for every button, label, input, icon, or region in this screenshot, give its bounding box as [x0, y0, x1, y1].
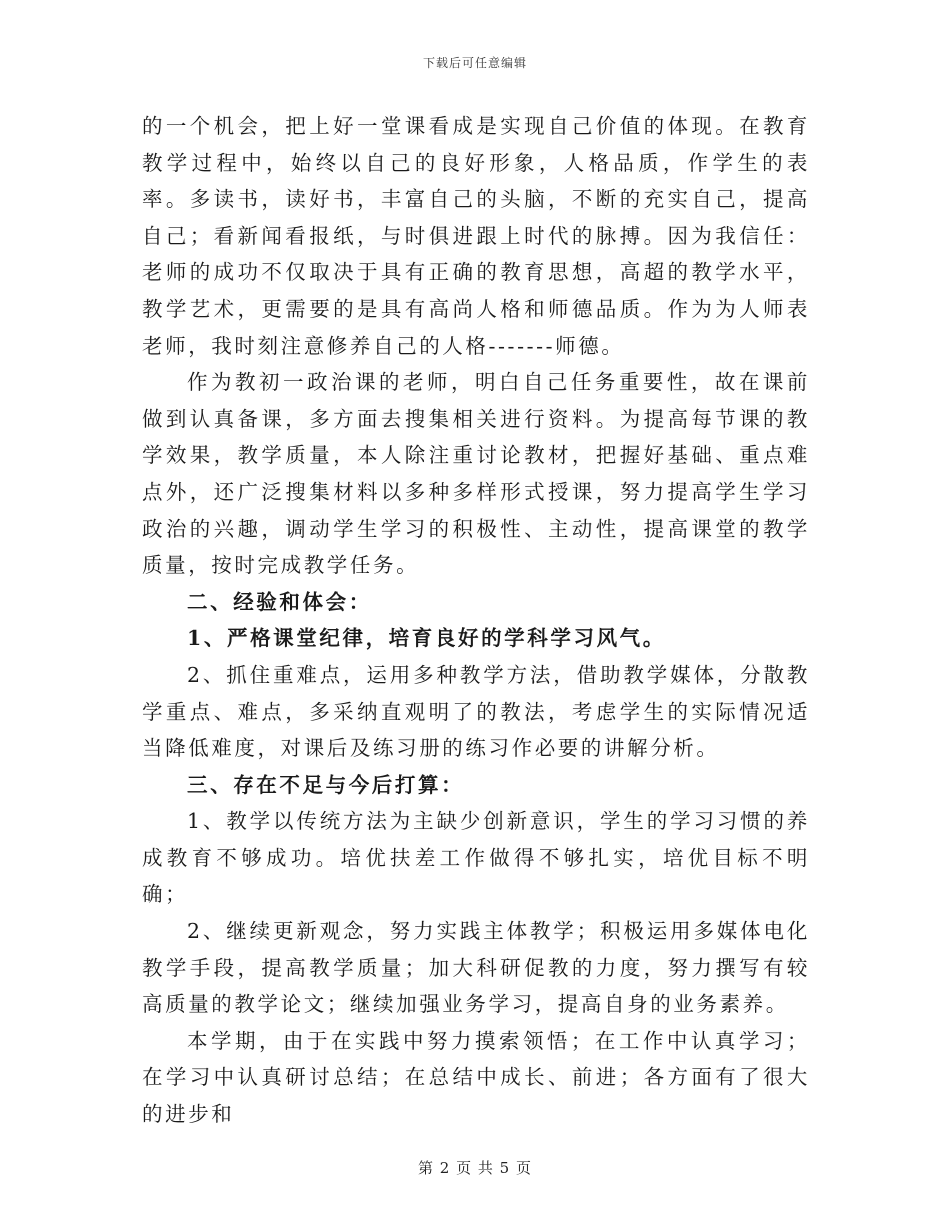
paragraph-semester-summary: 本学期，由于在实践中努力摸索领悟；在工作中认真学习；在学习中认真研讨总结；在总结中成长、前进；各方面有了很大的进步和: [142, 1028, 810, 1127]
item-key-difficulties: 2、抓住重难点，运用多种教学方法，借助教学媒体，分散教学重点、难点，多采纳直观明了的教法，考虑学生的实际情况适当降低难度，对课后及练习册的练习作必要的讲解分析。: [142, 662, 810, 761]
paragraph-teaching-attitude: 的一个机会，把上好一堂课看成是实现自己价值的体现。在教育教学过程中，始终以自己的良好形象，人格品质，作学生的表率。多读书，读好书，丰富自己的头脑，不断的充实自己，提高自己；看新闻看报纸，与时俱进跟上时代的脉搏。因为我信任：老师的成功不仅取决于具有正确的教育思想，高超的教学水平，教学艺术，更需要的是具有高尚人格和师德品质。作为为人师表老师，我时刻注意修养自己的人格-------师德。: [142, 114, 810, 358]
item-future-plan: 2、继续更新观念，努力实践主体教学；积极运用多媒体电化教学手段，提高教学质量；加大科研促教的力度，努力撰写有较高质量的教学论文；继续加强业务学习，提高自身的业务素养。: [142, 919, 810, 1017]
item-shortcoming-innovation: 1、教学以传统方法为主缺少创新意识，学生的学习习惯的养成教育不够成功。培优扶差工作做得不够扎实，培优目标不明确；: [142, 809, 810, 907]
paragraph-lesson-preparation: 作为教初一政治课的老师，明白自己任务重要性，故在课前做到认真备课，多方面去搜集相关进行资料。为提高每节课的教学效果，教学质量，本人除注重讨论教材，把握好基础、重点难点外，还广泛搜集材料以多种多样形式授课，努力提高学生学习政治的兴趣，调动学生学习的积极性、主动性，提高课堂的教学质量，按时完成教学任务。: [142, 370, 810, 578]
page-header: 下载后可任意编辑: [422, 56, 527, 70]
section-heading-experience: 二、经验和体会：: [187, 589, 372, 614]
item-classroom-discipline: 1、严格课堂纪律，培育良好的学科学习风气。: [187, 626, 666, 651]
document-body: [142, 108, 810, 1133]
page-number: 第 2 页 共 5 页: [418, 1159, 532, 1177]
section-heading-shortcomings: 三、存在不足与今后打算：: [187, 772, 465, 797]
